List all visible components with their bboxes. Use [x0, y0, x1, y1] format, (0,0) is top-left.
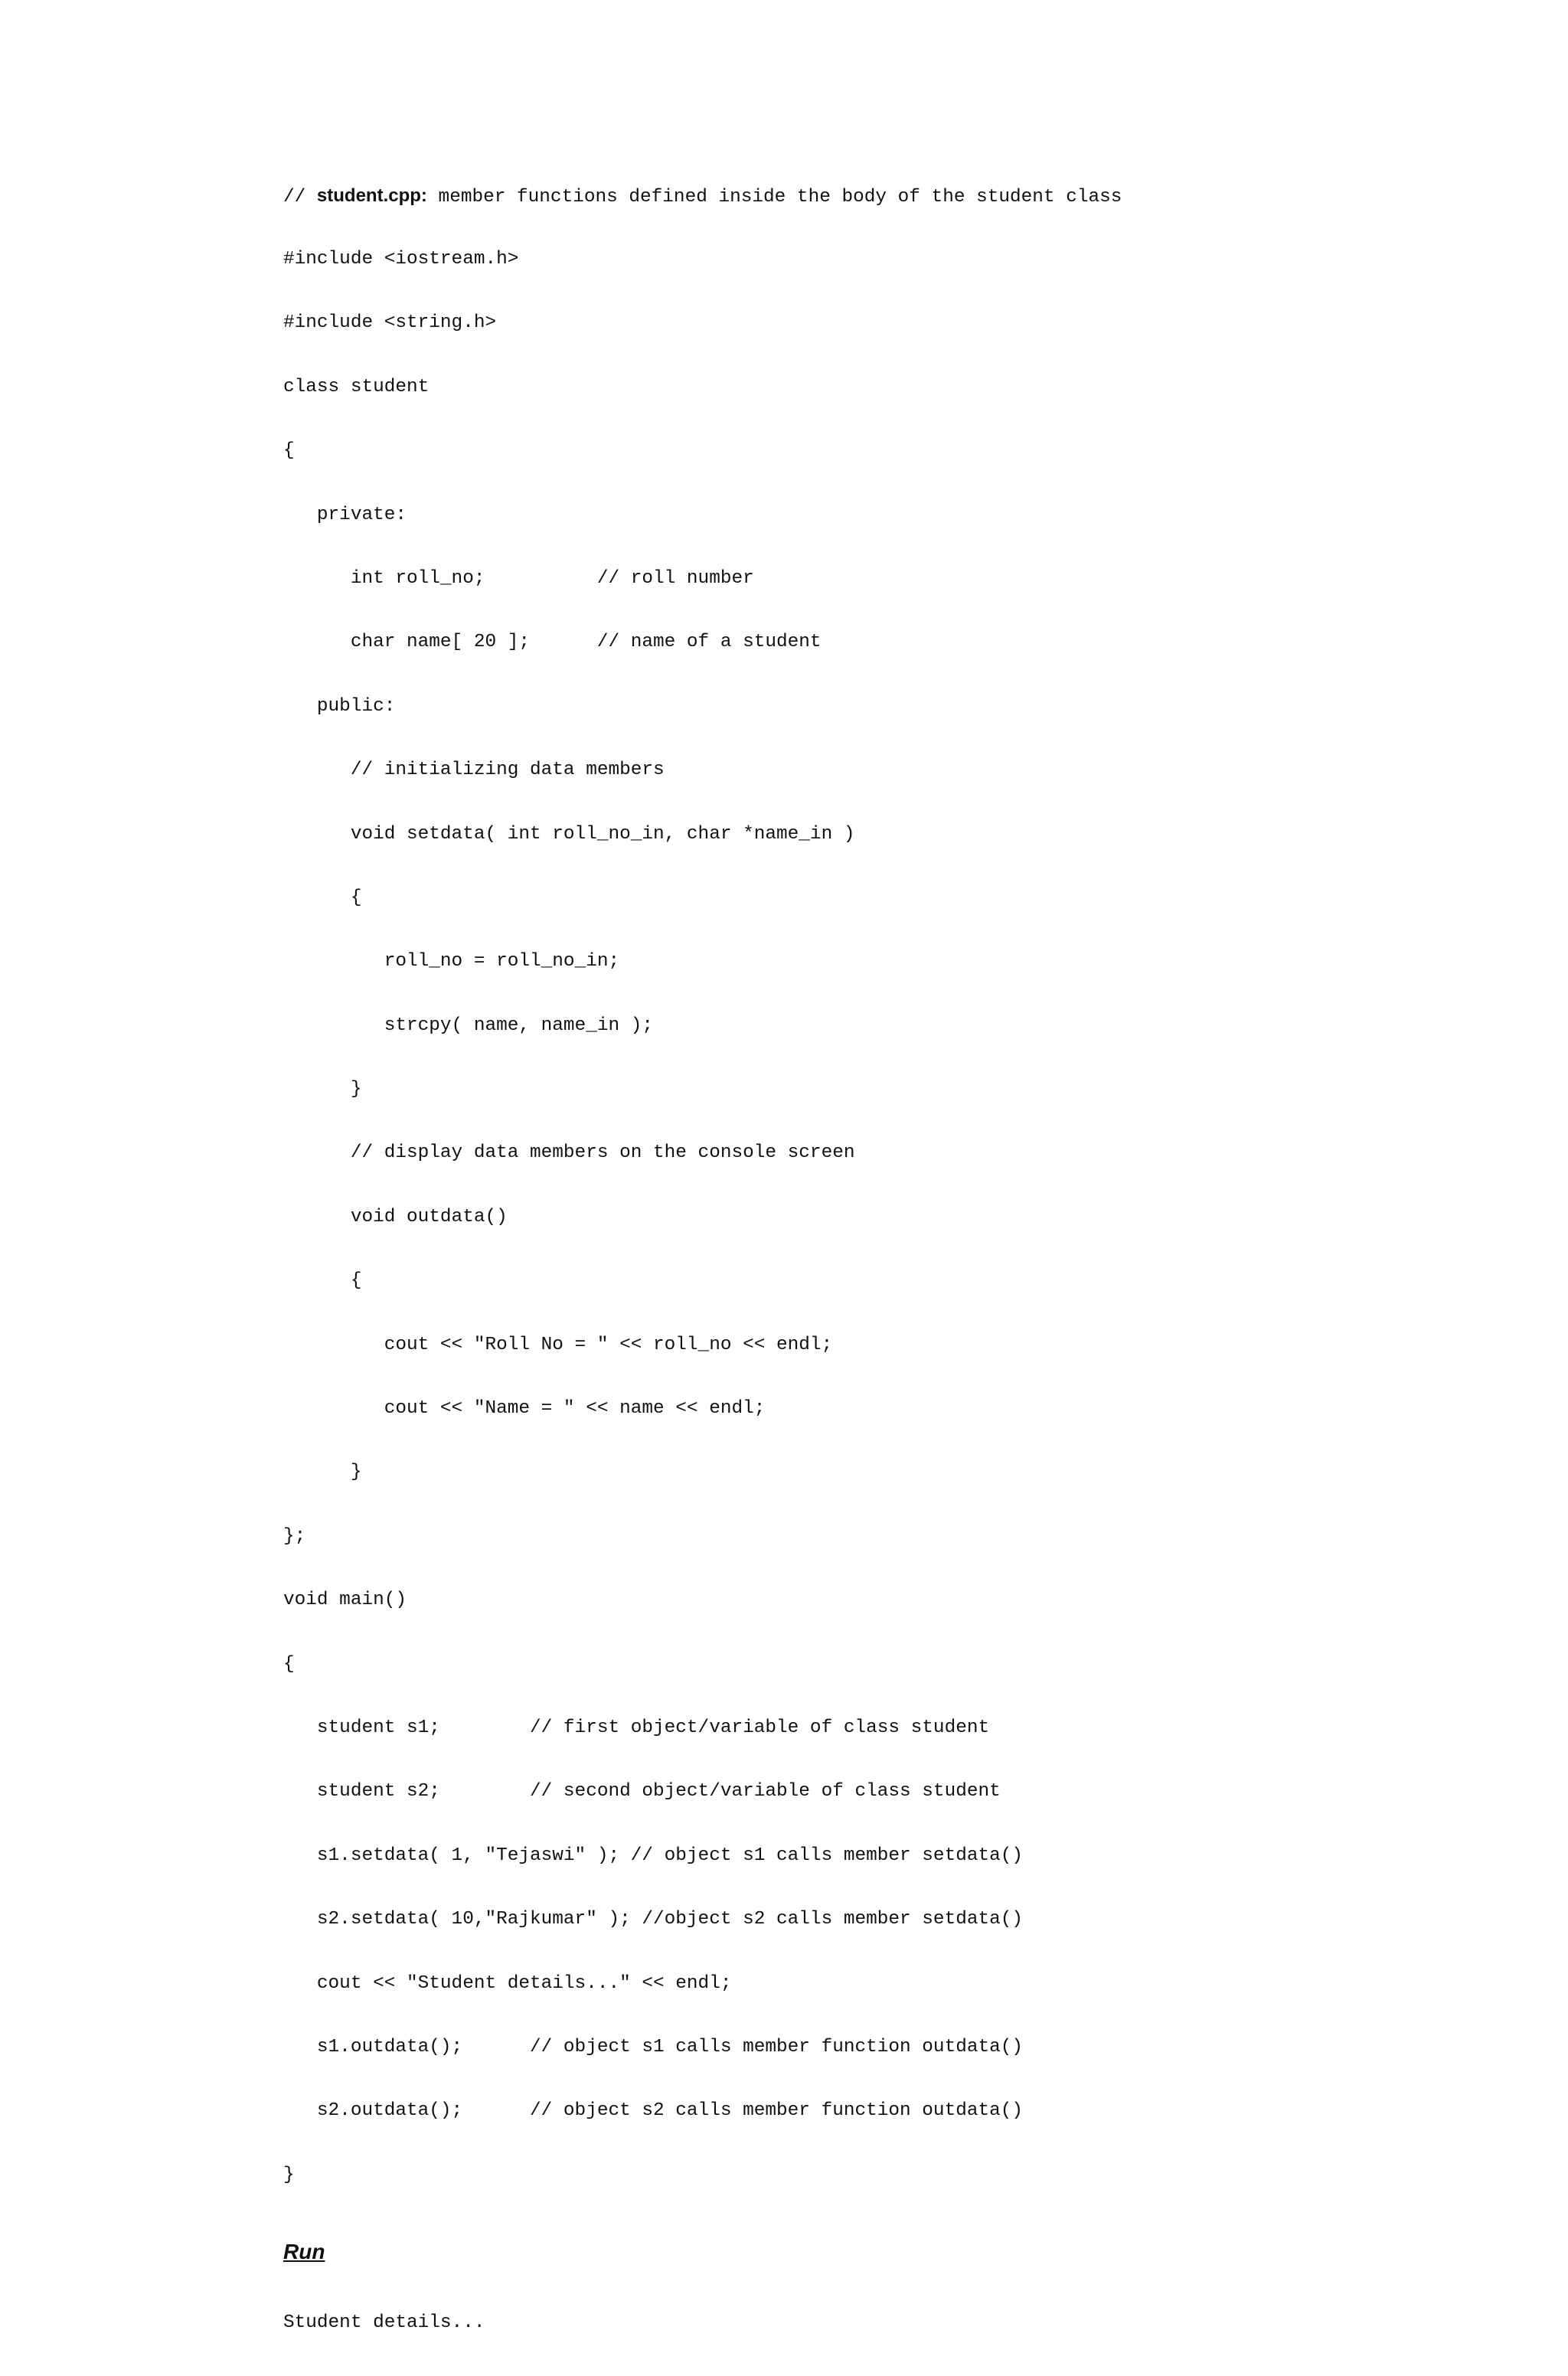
- code-line: roll_no = roll_no_in;: [283, 951, 620, 972]
- code-line: void setdata( int roll_no_in, char *name_in ): [283, 823, 855, 845]
- code-line: s1.outdata(); // object s1 calls member function outdata(): [283, 2036, 1024, 2057]
- run-heading: Run: [283, 2240, 325, 2264]
- code-line: cout << "Roll No = " << roll_no << endl;: [283, 1334, 833, 1355]
- code-line: void main(): [283, 1590, 407, 1611]
- code-line: void outdata(): [283, 1206, 508, 1227]
- code-line: {: [283, 1270, 362, 1292]
- code-line: s1.setdata( 1, "Tejaswi" ); // object s1 calls member setdata(): [283, 1845, 1024, 1866]
- code-line: }: [283, 1079, 362, 1100]
- code-line: char name[ 20 ]; // name of a student: [283, 632, 822, 653]
- code-line: public:: [283, 695, 396, 717]
- code-line: private:: [283, 504, 407, 525]
- filename-label: student.cpp:: [316, 185, 427, 206]
- code-line: {: [283, 440, 295, 462]
- code-line: int roll_no; // roll number: [283, 567, 754, 589]
- comment-prefix: //: [283, 186, 317, 208]
- code-line: };: [283, 1525, 306, 1547]
- code-line: #include <iostream.h>: [283, 248, 519, 270]
- code-line: {: [283, 887, 362, 908]
- code-line: {: [283, 1653, 295, 1675]
- code-line: s2.setdata( 10,"Rajkumar" ); //object s2 calls member setdata(): [283, 1909, 1024, 1930]
- code-line: cout << "Name = " << name << endl;: [283, 1398, 766, 1420]
- code-line: // display data members on the console screen: [283, 1142, 855, 1164]
- header-comment-line: [283, 185, 1539, 207]
- document-page: [283, 142, 1539, 2376]
- code-line: }: [283, 1462, 362, 1483]
- output-line: Student details...: [283, 2312, 485, 2333]
- comment-text: member functions defined inside the body of the student class: [426, 186, 1122, 208]
- code-line: cout << "Student details..." << endl;: [283, 1972, 732, 1994]
- code-line: s2.outdata(); // object s2 calls member function outdata(): [283, 2100, 1024, 2122]
- program-output: [283, 2270, 1539, 2376]
- code-listing: [283, 142, 1539, 2228]
- code-line: student s1; // first object/variable of class student: [283, 1717, 990, 1738]
- code-line: #include <string.h>: [283, 312, 497, 334]
- code-line: }: [283, 2164, 295, 2185]
- code-line: student s2; // second object/variable of class student: [283, 1781, 1001, 1802]
- code-line: strcpy( name, name_in );: [283, 1015, 654, 1036]
- code-line: // initializing data members: [283, 760, 665, 781]
- code-line: class student: [283, 376, 430, 397]
